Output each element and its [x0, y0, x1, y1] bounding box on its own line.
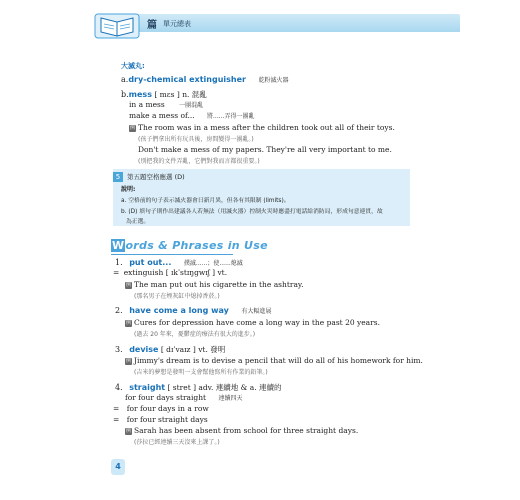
item-3-example: [125, 356, 423, 365]
page-header: [0, 0, 520, 44]
entry-a-term: dry-chemical extinguisher: [128, 75, 246, 84]
example-1-zh: (孩子們拿出所有玩具後，房間變得一團亂。): [138, 136, 254, 143]
item-term: put out...: [129, 258, 172, 267]
phrase-item-2: [115, 306, 271, 315]
item-4-example: [125, 426, 358, 435]
item-number: 3.: [115, 345, 123, 354]
example-icon: 例: [129, 124, 135, 131]
item-number: 2.: [115, 306, 123, 315]
usage-text: for four straight days: [126, 415, 208, 424]
usage-translation: 連續四天: [218, 395, 243, 402]
usage-text: for four days in a row: [126, 404, 209, 413]
entry-b-term: mess: [128, 90, 152, 99]
item-1-example: [125, 280, 304, 289]
equals-sign: =: [113, 415, 120, 424]
phrase-item-4: [115, 382, 281, 393]
item-number: 4.: [115, 383, 123, 392]
explanation-label: 說明:: [121, 186, 136, 193]
entry-a-prefix: a.: [121, 75, 129, 84]
example-icon: 例: [125, 281, 131, 288]
explanation-line-a: a. 空格前的句子表示滅火器會日新月異，但各有其限制 (limits)。: [121, 198, 290, 204]
example-2-en: Don't make a mess of my papers. They're all very important to me.: [138, 145, 392, 154]
item-4-example-zh: (莎拉已經連續三天沒來上課了。): [134, 439, 220, 446]
answer-title: 第五題空格應選 (D): [127, 173, 185, 181]
example-icon: 例: [125, 319, 131, 326]
idiom-2-text: make a mess of...: [129, 111, 195, 120]
chapter-label: 篇: [147, 20, 157, 31]
book-icon: [93, 6, 143, 40]
synonym-text: extinguish [ ɪkˈstɪŋgwɪʃ ] vt.: [123, 268, 228, 277]
entry-a-translation: 乾粉滅火器: [258, 77, 289, 84]
example-en: Sarah has been absent from school for three straight days.: [134, 426, 359, 435]
item-ipa: [ dɪˈvaɪz ] vt. 發明: [158, 345, 226, 354]
phrase-item-1: [115, 258, 243, 267]
example-1: [129, 123, 395, 132]
item-ipa: [ stret ] adv. 連續地 & a. 連續的: [165, 383, 282, 392]
title-initial: W: [112, 239, 125, 252]
phrase-item-3: [115, 344, 225, 355]
item-1-example-zh: (那名男子在煙灰缸中熄掉香菸。): [134, 293, 220, 300]
item-translation: 有大幅進展: [241, 308, 272, 315]
item-2-example: [125, 318, 380, 327]
question-number-badge: 5: [113, 172, 123, 182]
item-3-example-zh: (吉米的夢想是發明一支會幫他寫所有作業的鉛筆。): [134, 369, 268, 376]
item-4-line-1: [125, 393, 242, 402]
item-translation: 撲滅......；使......熄滅: [183, 260, 243, 267]
item-term: have come a long way: [129, 306, 229, 315]
equals-sign: =: [113, 404, 120, 413]
usage-text: for four days straight: [125, 393, 207, 402]
example-en: The man put out his cigarette in the ashtray.: [134, 280, 304, 289]
explanation-line-b1: b. (D) 填句子則作出建議各人若無法（用滅火器）控制火災時應盡打電話給消防局，形成句意連貫，故: [121, 209, 383, 215]
item-1-synonym: [113, 268, 227, 277]
example-icon: 例: [125, 357, 131, 364]
item-term: straight: [129, 383, 166, 392]
idiom-1-text: in a mess: [129, 100, 165, 109]
entry-a: [121, 75, 289, 84]
words-phrases-title: [111, 239, 268, 252]
example-en: Jimmy's dream is to devise a pencil that will do all of his homework for him.: [134, 356, 423, 365]
item-number: 1.: [115, 258, 123, 267]
explanation-line-b2: 為正選。: [126, 219, 150, 225]
entry-b-ipa: [ mɛs ] n. 混亂: [151, 90, 207, 99]
example-en: Cures for depression have come a long way in the past 20 years.: [134, 318, 380, 327]
item-2-example-zh: (過去 20 年來，憂鬱症的療法有很大的進步。): [134, 331, 256, 338]
equals-sign: =: [113, 268, 120, 277]
idiom-2: [129, 111, 254, 120]
title-underline: [111, 254, 233, 255]
entry-b: [121, 89, 207, 100]
example-2-zh: (別把我的文件弄亂，它們對我而言都很重要。): [138, 158, 260, 165]
item-4-line-2: [113, 404, 209, 413]
idiom-2-translation: 將......弄得一團亂: [207, 113, 255, 120]
entry-b-prefix: b.: [121, 90, 129, 99]
example-1-en: The room was in a mess after the children took out all of their toys.: [138, 123, 395, 132]
idiom-1-translation: 一團混亂: [179, 102, 204, 109]
page-number: 4: [111, 459, 125, 475]
section-title: 單元總表: [163, 20, 191, 28]
item-term: devise: [129, 345, 159, 354]
title-rest: ords & Phrases in Use: [125, 239, 268, 252]
section-heading: 大滅丸:: [121, 62, 145, 70]
item-4-line-3: [113, 415, 208, 424]
idiom-1: [129, 100, 203, 109]
example-icon: 例: [125, 427, 131, 434]
